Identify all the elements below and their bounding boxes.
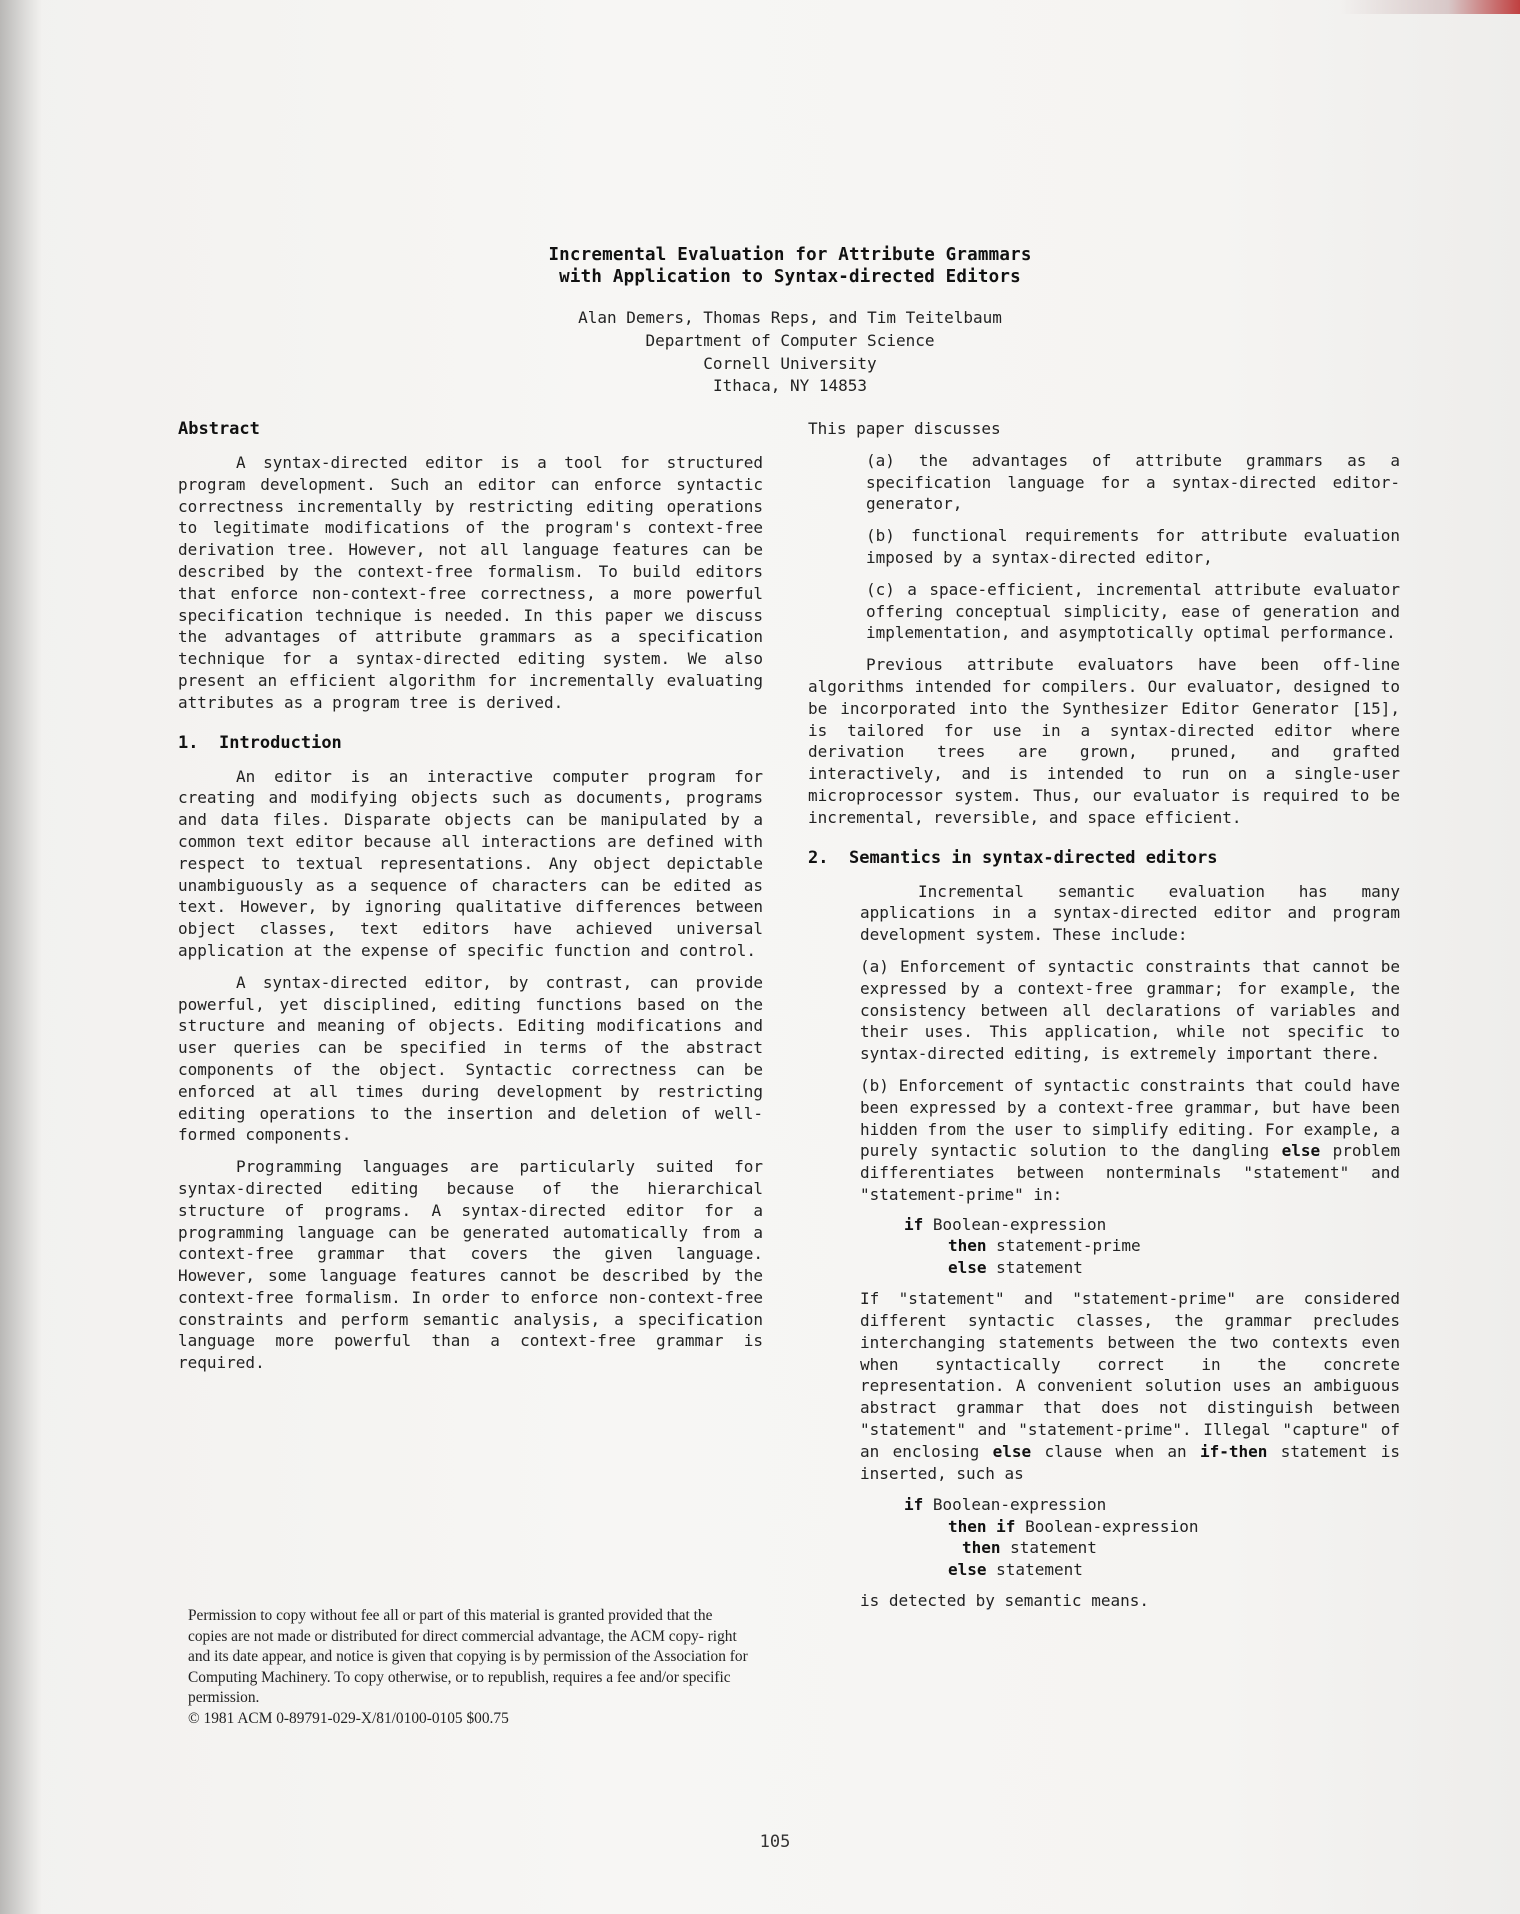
- code-example-2: [904, 1494, 1400, 1580]
- code-line: [948, 1257, 1400, 1279]
- author-names: Alan Demers, Thomas Reps, and Tim Teitelbaum: [578, 308, 1002, 327]
- section-2-title: Semantics in syntax-directed editors: [848, 847, 1218, 868]
- semantics-intro: Incremental semantic evaluation has many applications in a syntax-directed editor and program development system. These include:: [860, 881, 1400, 945]
- author-department: Department of Computer Science: [645, 331, 935, 350]
- paper-title-line-2: with Application to Syntax-directed Editors: [559, 267, 1021, 287]
- right-column: [808, 418, 1400, 1612]
- keyword-else: else: [1281, 1141, 1321, 1161]
- code-line: [948, 1559, 1400, 1581]
- page-fold-shadow: [0, 0, 42, 1914]
- semantics-item-b-part-1: (b) Enforcement of syntactic constraints that could have been expressed by a context-free grammar, but have been hidden from the user to simplify editing. For example, a purely syntactic solution to the dangling: [860, 1075, 1400, 1161]
- keyword-then: then: [948, 1236, 987, 1256]
- keyword-if-then: if-then: [1199, 1441, 1268, 1461]
- closing-sentence: is detected by semantic means.: [860, 1591, 1149, 1611]
- semantics-item-a: (a) Enforcement of syntactic constraints that cannot be expressed by a context-free grammar; for example, the consistency between all declarations of variables and their uses. This application, while not specific to syntax-directed editing, is extremely important there.: [860, 956, 1400, 1064]
- author-city: Ithaca, NY 14853: [712, 376, 868, 395]
- discussion-item-a: (a) the advantages of attribute grammars as a specification language for a syntax-directed editor-generator,: [866, 450, 1400, 514]
- keyword-else: else: [992, 1441, 1032, 1461]
- keyword-then: then: [948, 1516, 987, 1536]
- paper-title-line-1: Incremental Evaluation for Attribute Grammars: [548, 245, 1032, 265]
- section-1-heading: [178, 732, 763, 754]
- code-line: [948, 1516, 1400, 1538]
- semantics-item-b-part-2: problem differentiates between nonterminals "statement" and "statement-prime" in:: [860, 1141, 1401, 1204]
- keyword-then: then: [962, 1538, 1001, 1558]
- discussion-lead: This paper discusses: [808, 419, 1001, 438]
- discussion-list: [866, 450, 1400, 644]
- section-1-number: 1.: [178, 732, 199, 753]
- code-text: statement: [1000, 1538, 1097, 1558]
- capture-paragraph-part-3: statement is inserted, such as: [860, 1441, 1400, 1483]
- permission-notice: [188, 1606, 748, 1729]
- code-line: [904, 1494, 1400, 1516]
- code-text: statement-prime: [986, 1236, 1141, 1256]
- abstract-heading: Abstract: [178, 419, 260, 439]
- keyword-if: if: [904, 1214, 924, 1234]
- code-line: [948, 1235, 1400, 1257]
- code-line: [962, 1537, 1400, 1559]
- intro-paragraph-1: An editor is an interactive computer program for creating and modifying objects such as documents, programs and data files. Disparate objects can be manipulated by a common text editor because all interactions are defined with respect to textual representations. Any object depictable unambiguously as a sequence of characters can be edited as text. However, by ignoring qualitative differences between object classes, text editors have achieved universal application at the expense of specific function and control.: [178, 766, 763, 960]
- capture-paragraph-part-2: clause when an: [1031, 1441, 1200, 1461]
- code-line: [904, 1214, 1400, 1236]
- section-2-number: 2.: [808, 847, 829, 868]
- section-2-body: [860, 881, 1400, 1613]
- author-university: Cornell University: [703, 354, 877, 373]
- capture-paragraph-part-1: If "statement" and "statement-prime" are considered different syntactic classes, the grammar precludes interchanging statements between the two contexts even when syntactically correct in the concrete representation. A convenient solution uses an ambiguous abstract grammar that does not distinguish between "statement" and "statement-prime". Illegal "capture" of an enclosing: [860, 1289, 1400, 1461]
- section-1-title: Introduction: [218, 732, 342, 753]
- page-edge-strip: [1340, 0, 1520, 14]
- capture-paragraph: [860, 1288, 1400, 1484]
- abstract-text: A syntax-directed editor is a tool for structured program development. Such an editor can enforce syntactic correctness incrementally by restricting editing operations to legitimate modifications of the program's context-free derivation tree. However, not all language features can be described by the context-free formalism. To build editors that enforce non-context-free correctness, a more powerful specification technique is needed. In this paper we discuss the advantages of attribute grammars as a specification technique for a syntax-directed editing system. We also present an efficient algorithm for incrementally evaluating attributes as a program tree is derived.: [178, 453, 763, 712]
- section-2-heading: [808, 847, 1400, 869]
- keyword-if: if: [904, 1495, 924, 1515]
- intro-paragraph-2: A syntax-directed editor, by contrast, can provide powerful, yet disciplined, editing functions based on the structure and meaning of objects. Editing modifications and user queries can be specified in terms of the abstract components of the object. Syntactic correctness can be enforced at all times during development by restricting editing operations to the insertion and deletion of well-formed components.: [178, 972, 763, 1145]
- copyright-line: © 1981 ACM 0-89791-029-X/81/0100-0105 $00.75: [188, 1709, 509, 1727]
- left-column: [178, 418, 763, 1374]
- discussion-item-c: (c) a space-efficient, incremental attribute evaluator offering conceptual simplicity, ease of generation and implementation, and asymptotically optimal performance.: [866, 579, 1400, 643]
- code-text: statement: [986, 1257, 1083, 1277]
- discussion-item-b: (b) functional requirements for attribute evaluation imposed by a syntax-directed editor,: [866, 526, 1400, 567]
- keyword-else: else: [948, 1559, 987, 1579]
- keyword-else: else: [948, 1257, 987, 1277]
- permission-text: Permission to copy without fee all or part of this material is granted provided that the copies are not made or distributed for direct commercial advantage, the ACM copy- right and its date appear, and notice is given that copying is by permission of the Association for Computing Machinery. To copy otherwise, or to republish, requires a fee and/or specific permission.: [188, 1607, 748, 1706]
- semantics-item-b: [860, 1075, 1400, 1206]
- page-number: 105: [759, 1832, 791, 1852]
- code-example-1: [904, 1214, 1400, 1279]
- code-text: Boolean-expression: [923, 1495, 1107, 1515]
- code-text: Boolean-expression: [1015, 1516, 1199, 1536]
- code-text: statement: [986, 1559, 1083, 1579]
- previous-evaluators-paragraph: Previous attribute evaluators have been off-line algorithms intended for compilers. Our evaluator, designed to be incorporated into the Synthesizer Editor Generator [15], is tailored for use in a syntax-directed editor where derivation trees are grown, pruned, and grafted interactively, and is intended to run on a single-user microprocessor system. Thus, our evaluator is required to be incremental, reversible, and space efficient.: [808, 655, 1400, 827]
- intro-paragraph-3: Programming languages are particularly suited for syntax-directed editing because of the hierarchical structure of programs. A syntax-directed editor for a programming language can be generated automatically from a context-free grammar that covers the given language. However, some language features cannot be described by the context-free formalism. In order to enforce non-context-free constraints and perform semantic analysis, a specification language more powerful than a context-free grammar is required.: [178, 1157, 763, 1373]
- code-text: Boolean-expression: [923, 1214, 1107, 1234]
- keyword-if: if: [996, 1516, 1016, 1536]
